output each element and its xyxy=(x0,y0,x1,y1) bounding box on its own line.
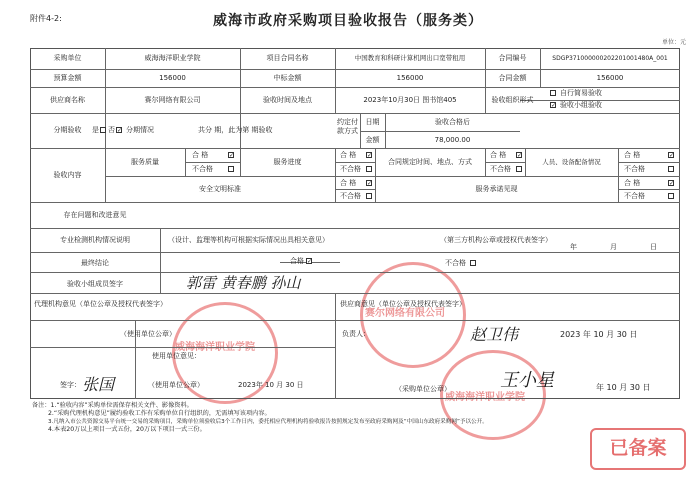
conclusion-fail: 不合格 xyxy=(445,259,466,267)
simple-acceptance-checkbox[interactable] xyxy=(550,90,556,96)
commitment-fail-checkbox[interactable] xyxy=(668,193,674,199)
budget-label: 预算金额 xyxy=(53,74,82,82)
attachment-label: 附件4-2: xyxy=(30,14,62,23)
safety-label: 安全文明标准 xyxy=(199,185,241,193)
note-2: 2.“采购代理机构意见”履约验收工作有采购单位自行组织的，无需填写该项内容。 xyxy=(48,410,271,417)
project-value: 中国教育和科研计算机网出口宽带租用 xyxy=(354,54,466,62)
commitment-pass-checkbox[interactable]: ✓ xyxy=(669,180,675,187)
note-4: 4.本表20万以上项目一式五份，20万以下项目一式三份。 xyxy=(48,426,206,433)
purchaser-label: 采购单位 xyxy=(53,54,82,62)
progress-fail-checkbox[interactable] xyxy=(366,166,372,172)
conclusion-pass-checkbox[interactable]: ✓ xyxy=(307,258,313,265)
perf-fail: 不合格 xyxy=(490,165,511,173)
issues-label: 存在问题和改进意见 xyxy=(63,211,127,219)
purchaser-signature: 王小星 xyxy=(500,370,554,391)
perf-fail-checkbox[interactable] xyxy=(516,166,522,172)
purchaser-value: 威海海洋职业学院 xyxy=(144,54,201,62)
bid-value: 156000 xyxy=(396,74,424,82)
registered-stamp: 已备案 xyxy=(590,428,686,470)
user-date: 2023年 10 月 30 日 xyxy=(238,381,304,389)
user-opinion-label: 使用单位意见： xyxy=(152,352,201,360)
sign-label: 签字： xyxy=(60,381,81,389)
purchaser-date: 年 10 月 30 日 xyxy=(596,383,651,392)
staff-pass: 合 格 xyxy=(624,151,641,159)
supplier-responsible-label: 负责人： xyxy=(342,330,370,338)
expert-year: 年 xyxy=(570,243,577,251)
batch-no-checkbox[interactable]: ✓ xyxy=(117,127,123,134)
service-progress-label: 服务进度 xyxy=(273,158,302,166)
members-signature: 郭雷 黄春鹏 孙山 xyxy=(186,274,301,292)
safety-fail: 不合格 xyxy=(340,192,361,200)
date-value: 验收合格后 xyxy=(435,118,470,126)
quality-fail-checkbox[interactable] xyxy=(228,166,234,172)
group-acceptance-checkbox[interactable]: ✓ xyxy=(551,102,557,109)
batch-info-label: 分期情况 xyxy=(126,126,154,134)
batch-no-label: 否 xyxy=(108,126,115,134)
service-quality-label: 服务质量 xyxy=(131,158,159,166)
bid-label: 中标金额 xyxy=(273,74,302,82)
expert-label: 专业检测机构情况说明 xyxy=(60,236,130,244)
quality-pass-checkbox[interactable]: ✓ xyxy=(229,152,235,159)
progress-pass: 合 格 xyxy=(340,151,357,159)
expert-day: 日 xyxy=(650,243,657,251)
safety-pass-checkbox[interactable]: ✓ xyxy=(367,180,373,187)
user-signature: 张国 xyxy=(82,375,115,394)
batch-yes-checkbox[interactable] xyxy=(100,127,106,133)
contract-no-label: 合同编号 xyxy=(498,54,527,62)
batch-label: 分期验收 xyxy=(53,126,82,134)
staff-pass-checkbox[interactable]: ✓ xyxy=(669,152,675,159)
conclusion-fail-checkbox[interactable] xyxy=(470,260,476,266)
staff-fail: 不合格 xyxy=(624,165,645,173)
time-place-value: 2023年10月30日 图书馆405 xyxy=(363,96,457,104)
agency-unit-stamp-note: （使用单位公章） xyxy=(120,330,176,338)
note-3: 3.凡纳入市公共资源交易平台统一交易的采购项目，采购单位须验收后3个工作日内，委托相应代理机构将验收报告按照规定发布至政府采购网及“中国山东政府采购网”予以公开。 xyxy=(48,419,488,425)
commitment-pass: 合 格 xyxy=(624,179,641,187)
time-place-label: 验收时间及地点 xyxy=(263,96,312,104)
progress-fail: 不合格 xyxy=(340,165,361,173)
safety-fail-checkbox[interactable] xyxy=(366,193,372,199)
supplier-date: 2023 年 10 月 30 日 xyxy=(560,330,638,339)
left-seal-text: 威海海洋职业学院 xyxy=(175,342,255,353)
contract-perf-label: 合同规定时间、地点、方式 xyxy=(388,158,472,166)
quality-fail: 不合格 xyxy=(192,165,213,173)
project-label: 项目合同名称 xyxy=(266,54,309,62)
page-title: 威海市政府采购项目验收报告（服务类） xyxy=(213,13,483,29)
expert-note: （设计、监理等机构可根据实际情况出具相关意见） xyxy=(168,236,329,244)
note-1: 备注：1.“验收内容”采购单位需保存相关文件、影像资料。 xyxy=(32,402,193,409)
org-form-label: 验收组织形式 xyxy=(491,96,534,104)
purchaser-stamp-note: （采购单位公章） xyxy=(395,385,451,393)
perf-pass: 合 格 xyxy=(490,151,507,159)
perf-pass-checkbox[interactable]: ✓ xyxy=(517,152,523,159)
expert-month: 月 xyxy=(610,243,617,251)
supplier-label: 供应商名称 xyxy=(50,96,85,104)
contract-amount-value: 156000 xyxy=(596,74,624,82)
amount-label: 金额 xyxy=(365,136,380,144)
staff-equip-label: 人员、设备配备情况 xyxy=(542,158,601,166)
right-seal-text: 威海海洋职业学院 xyxy=(445,392,525,403)
batch-yes-label: 是 xyxy=(92,126,99,134)
supplier-signature: 赵卫伟 xyxy=(470,325,519,344)
staff-fail-checkbox[interactable] xyxy=(668,166,674,172)
supplier-value: 赛尔网络有限公司 xyxy=(144,96,201,104)
safety-pass: 合 格 xyxy=(340,179,357,187)
commitment-fail: 不合格 xyxy=(624,192,645,200)
mid-seal-text: 赛尔网络有限公司 xyxy=(365,308,445,319)
conclusion-pass: 合格 xyxy=(290,257,304,265)
conclusion-label: 最终结论 xyxy=(81,259,109,267)
user-stamp-note: （使用单位公章） xyxy=(148,381,204,389)
budget-value: 156000 xyxy=(159,74,186,82)
acceptance-label: 验收内容 xyxy=(53,171,82,179)
date-label: 日期 xyxy=(365,118,380,126)
contract-no-value: SDGP371000000202201001480A_001 xyxy=(552,55,668,62)
unit-note: 单位：元 xyxy=(661,39,686,46)
agency-label: 代理机构意见（单位公章及授权代表签字） xyxy=(34,300,167,308)
group-acceptance-label: 验收小组验收 xyxy=(560,101,602,109)
quality-pass: 合 格 xyxy=(192,151,209,159)
batch-text: 共分 期，此为第 期验收 xyxy=(198,126,273,134)
supplier-opinion-label: 供应商意见（单位公章及授权代表签字） xyxy=(340,300,466,308)
contract-amount-label: 合同金额 xyxy=(498,74,527,82)
amount-value: 78,000.00 xyxy=(434,136,471,144)
progress-pass-checkbox[interactable]: ✓ xyxy=(367,152,373,159)
simple-acceptance-label: 自行简易验收 xyxy=(560,89,602,97)
members-label: 验收小组成员签字 xyxy=(67,280,123,288)
third-party-note: （第三方机构公章或授权代表签字） xyxy=(440,236,552,244)
agreed-payment-label: 约定付款方式 xyxy=(337,118,358,135)
commitment-label: 服务承诺见现 xyxy=(475,185,518,193)
